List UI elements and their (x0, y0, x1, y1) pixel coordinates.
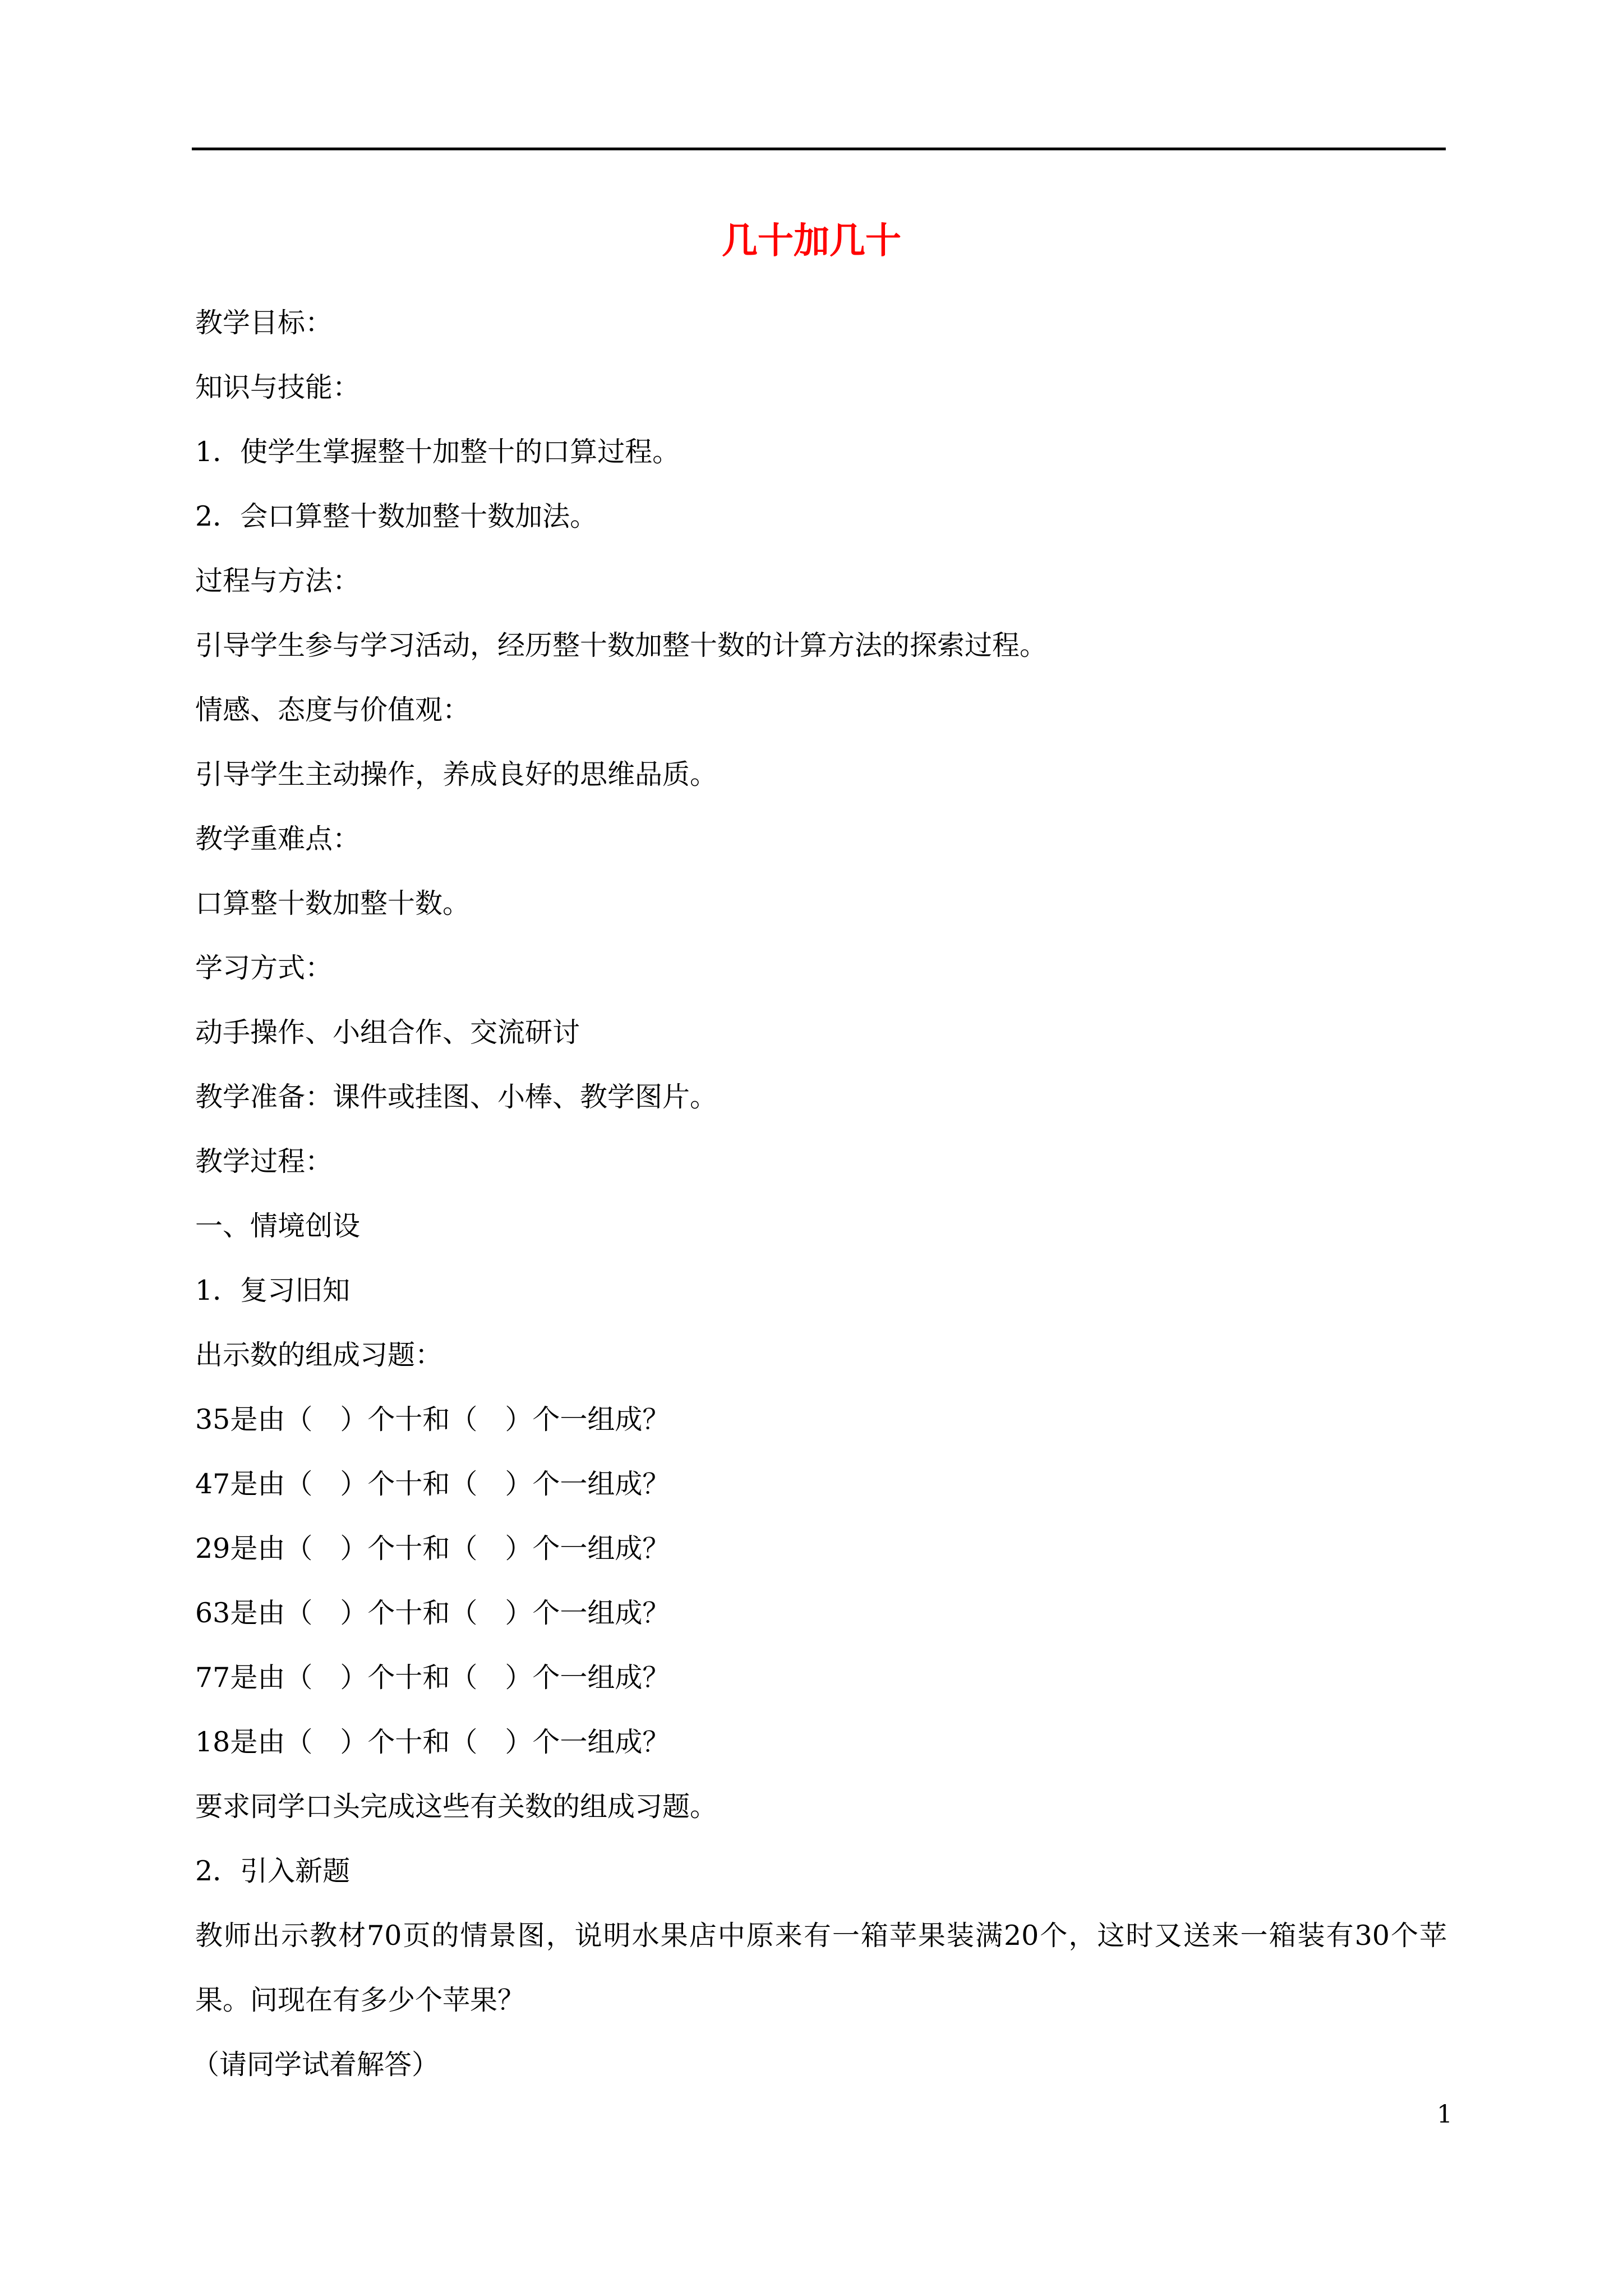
document-title: 几十加几十 (722, 220, 901, 262)
step-new-problem: 2．引入新题 (195, 1855, 351, 1887)
teaching-preparation: 教学准备：课件或挂图、小棒、教学图片。 (195, 1081, 718, 1113)
process-method-text: 引导学生参与学习活动，经历整十数加整十数的计算方法的探索过程。 (195, 629, 1048, 661)
exercise-item: 63是由（ ）个十和（ ）个一组成？ (195, 1597, 670, 1629)
exercise-item: 35是由（ ）个十和（ ）个一组成？ (195, 1404, 670, 1435)
answer-prompt: （请同学试着解答） (192, 2049, 440, 2081)
exercise-item: 77是由（ ）个十和（ ）个一组成？ (195, 1662, 670, 1694)
document-body (192, 291, 1447, 2097)
key-points-text: 口算整十数加整十数。 (195, 887, 471, 919)
exercise-item: 18是由（ ）个十和（ ）个一组成？ (195, 1726, 670, 1758)
subheading-knowledge-skills: 知识与技能： (195, 371, 361, 403)
section-heading-objectives: 教学目标： (195, 307, 333, 339)
page-number: 1 (1437, 2100, 1453, 2129)
new-problem-text: 教师出示教材70页的情景图，说明水果店中原来有一箱苹果装满20个，这时又送来一箱装有30个苹果。问现在有多少个苹果？ (195, 1920, 1447, 2016)
exercise-requirement: 要求同学口头完成这些有关数的组成习题。 (195, 1791, 718, 1823)
subheading-emotion-values: 情感、态度与价值观： (195, 694, 471, 726)
section-heading-key-points: 教学重难点： (195, 823, 361, 855)
step-review: 1．复习旧知 (195, 1274, 351, 1306)
objective-item-2: 2．会口算整十数加整十数加法。 (195, 500, 598, 532)
exercise-item: 29是由（ ）个十和（ ）个一组成？ (195, 1533, 670, 1565)
part-heading-scenario: 一、情境创设 (195, 1210, 361, 1242)
exercise-intro: 出示数的组成习题： (195, 1339, 443, 1371)
objective-item-1: 1．使学生掌握整十加整十的口算过程。 (195, 436, 680, 468)
subheading-process-method: 过程与方法： (195, 565, 361, 597)
exercise-item: 47是由（ ）个十和（ ）个一组成？ (195, 1468, 670, 1500)
section-heading-process: 教学过程： (195, 1145, 333, 1177)
emotion-values-text: 引导学生主动操作，养成良好的思维品质。 (195, 758, 718, 790)
section-heading-learning-style: 学习方式： (195, 952, 333, 984)
learning-style-text: 动手操作、小组合作、交流研讨 (195, 1016, 580, 1048)
header-rule (192, 148, 1446, 150)
